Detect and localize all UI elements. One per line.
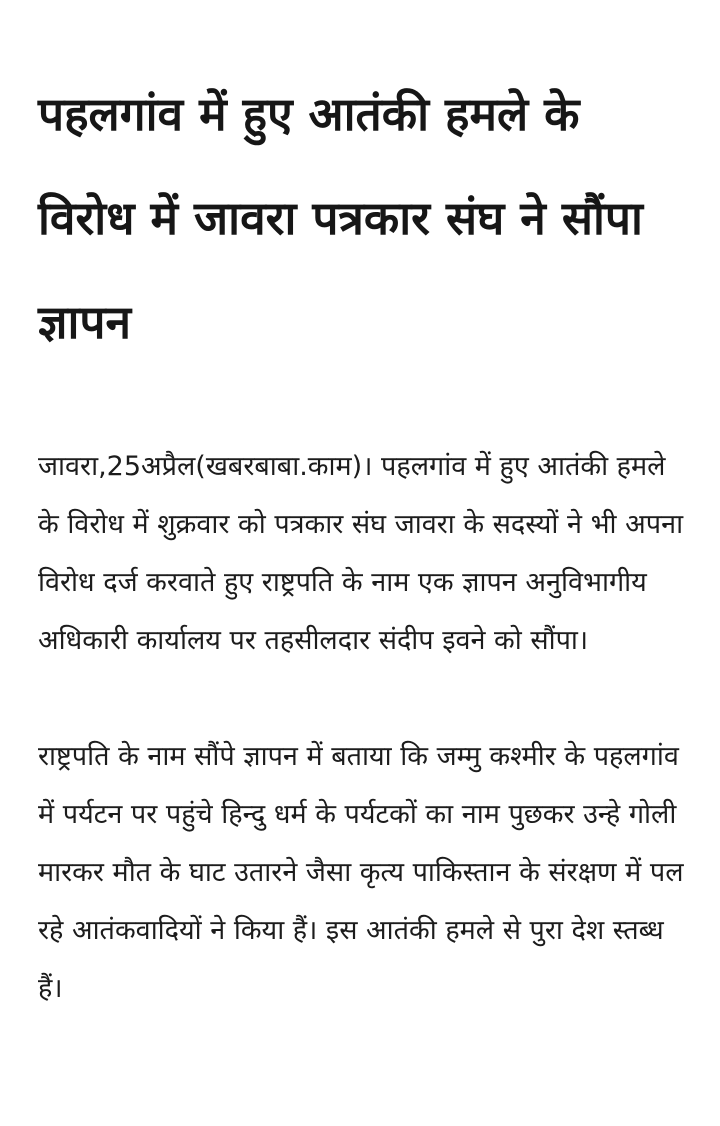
article-paragraph-2: राष्ट्रपति के नाम सौंपे ज्ञापन में बताया कि जम्मु कश्मीर के पहलगांव में पर्यटन पर पहुंचे हिन्दु धर्म के पर्यटकों का नाम पुछकर उन्हे गोली मारकर मौत के घाट उतारने जैसा कृत्य पाकिस्तान के संरक्षण में पल रहे आतंकवादियों ने किया हैं। इस आतंकी हमले से पुरा देश स्तब्ध हैं। bbox=[38, 741, 684, 1004]
news-article bbox=[38, 62, 688, 1018]
article-paragraph-1: जावरा,25अप्रैल(खबरबाबा.काम)। पहलगांव में हुए आतंकी हमले के विरोध में शुक्रवार को पत्रकार संघ जावरा के सदस्यों ने भी अपना विरोध दर्ज करवाते हुए राष्ट्रपति के नाम एक ज्ञापन अनुविभागीय अधिकारी कार्यालय पर तहसीलदार संदीप इवने को सौंपा। bbox=[38, 451, 684, 656]
article-headline: पहलगांव में हुए आतंकी हमले के विरोध में जावरा पत्रकार संघ ने सौंपा ज्ञापन bbox=[38, 87, 643, 349]
